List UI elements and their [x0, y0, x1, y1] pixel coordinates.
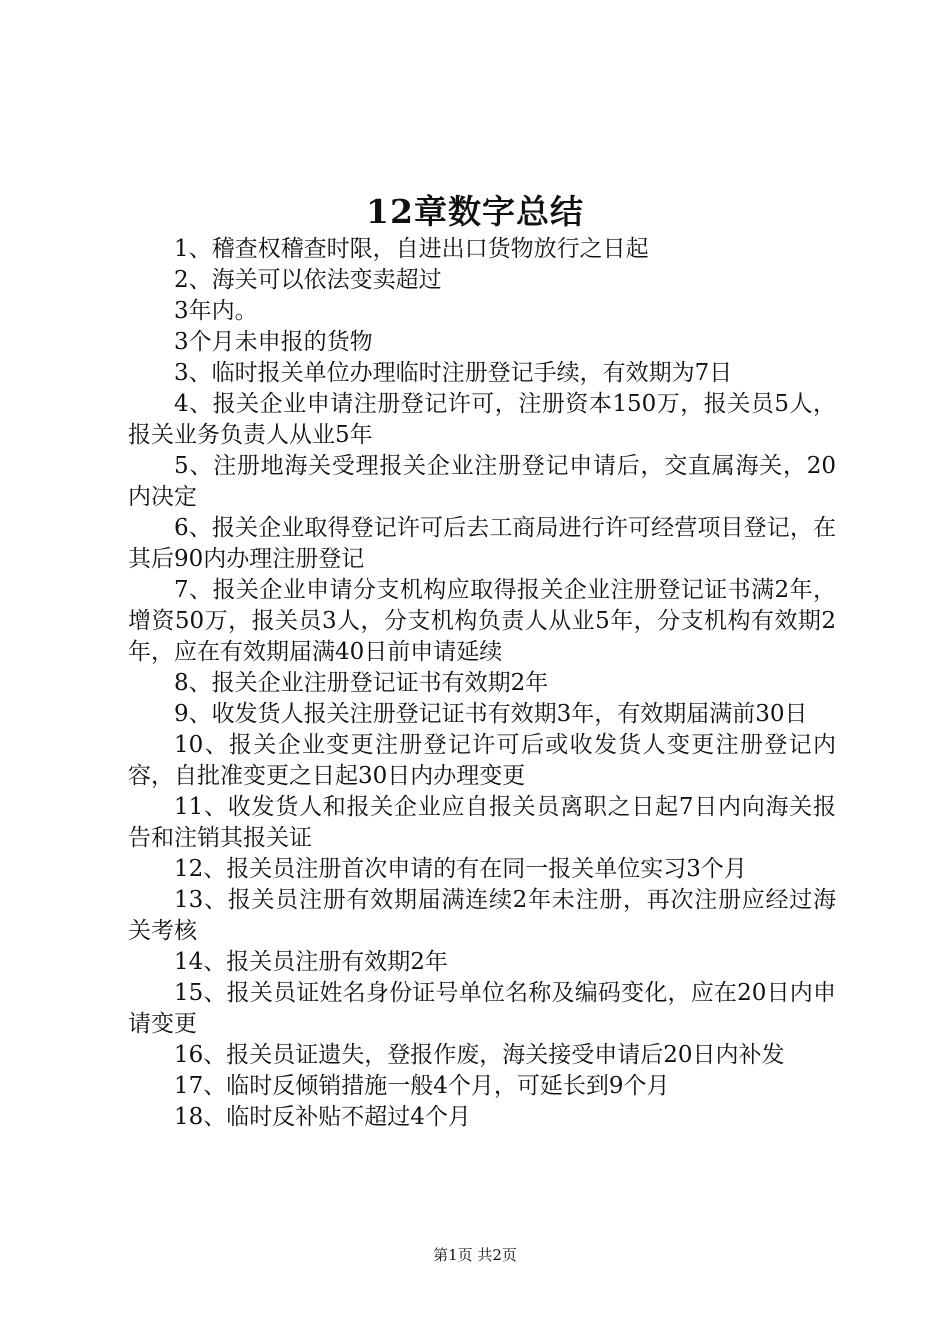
paragraph: 2、海关可以依法变卖超过 [174, 267, 442, 293]
page-number-footer: 第1页 共2页 [433, 1246, 517, 1264]
paragraph: 14、报关员注册有效期2年 [174, 949, 448, 975]
paragraph: 12、报关员注册首次申请的有在同一报关单位实习3个月 [174, 856, 747, 882]
paragraph: 4、报关企业申请注册登记许可，注册资本150万，报关员5人，报关业务负责人从业5年 [128, 391, 836, 448]
paragraph: 3年内。 [174, 298, 258, 324]
paragraph: 9、收发货人报关注册登记证书有效期3年，有效期届满前30日 [174, 701, 808, 727]
paragraph: 3个月未申报的货物 [174, 329, 373, 355]
paragraph: 1、稽查权稽查时限，自进出口货物放行之日起 [174, 236, 649, 262]
paragraph: 7、报关企业申请分支机构应取得报关企业注册登记证书满2年，增资50万，报关员3人，分支机构负责人从业5年，分支机构有效期2年，应在有效期届满40日前申请延续 [128, 577, 836, 665]
paragraph: 8、报关企业注册登记证书有效期2年 [174, 670, 549, 696]
paragraph: 15、报关员证姓名身份证号单位名称及编码变化，应在20日内申请变更 [128, 980, 836, 1037]
paragraph: 16、报关员证遗失，登报作废，海关接受申请后20日内补发 [174, 1042, 785, 1068]
document-body [128, 234, 836, 1133]
paragraph: 11、收发货人和报关企业应自报关员离职之日起7日内向海关报告和注销其报关证 [128, 794, 836, 851]
paragraph: 6、报关企业取得登记许可后去工商局进行许可经营项目登记，在其后90内办理注册登记 [128, 515, 836, 572]
paragraph: 3、临时报关单位办理临时注册登记手续，有效期为7日 [174, 360, 733, 386]
paragraph: 10、报关企业变更注册登记许可后或收发货人变更注册登记内容，自批准变更之日起30日内办理变更 [128, 732, 836, 789]
document-title: 12章数字总结 [366, 192, 584, 231]
paragraph: 5、注册地海关受理报关企业注册登记申请后，交直属海关，20内决定 [128, 453, 836, 510]
paragraph: 17、临时反倾销措施一般4个月，可延长到9个月 [174, 1073, 670, 1099]
paragraph: 18、临时反补贴不超过4个月 [174, 1104, 471, 1130]
paragraph: 13、报关员注册有效期届满连续2年未注册，再次注册应经过海关考核 [128, 887, 836, 944]
